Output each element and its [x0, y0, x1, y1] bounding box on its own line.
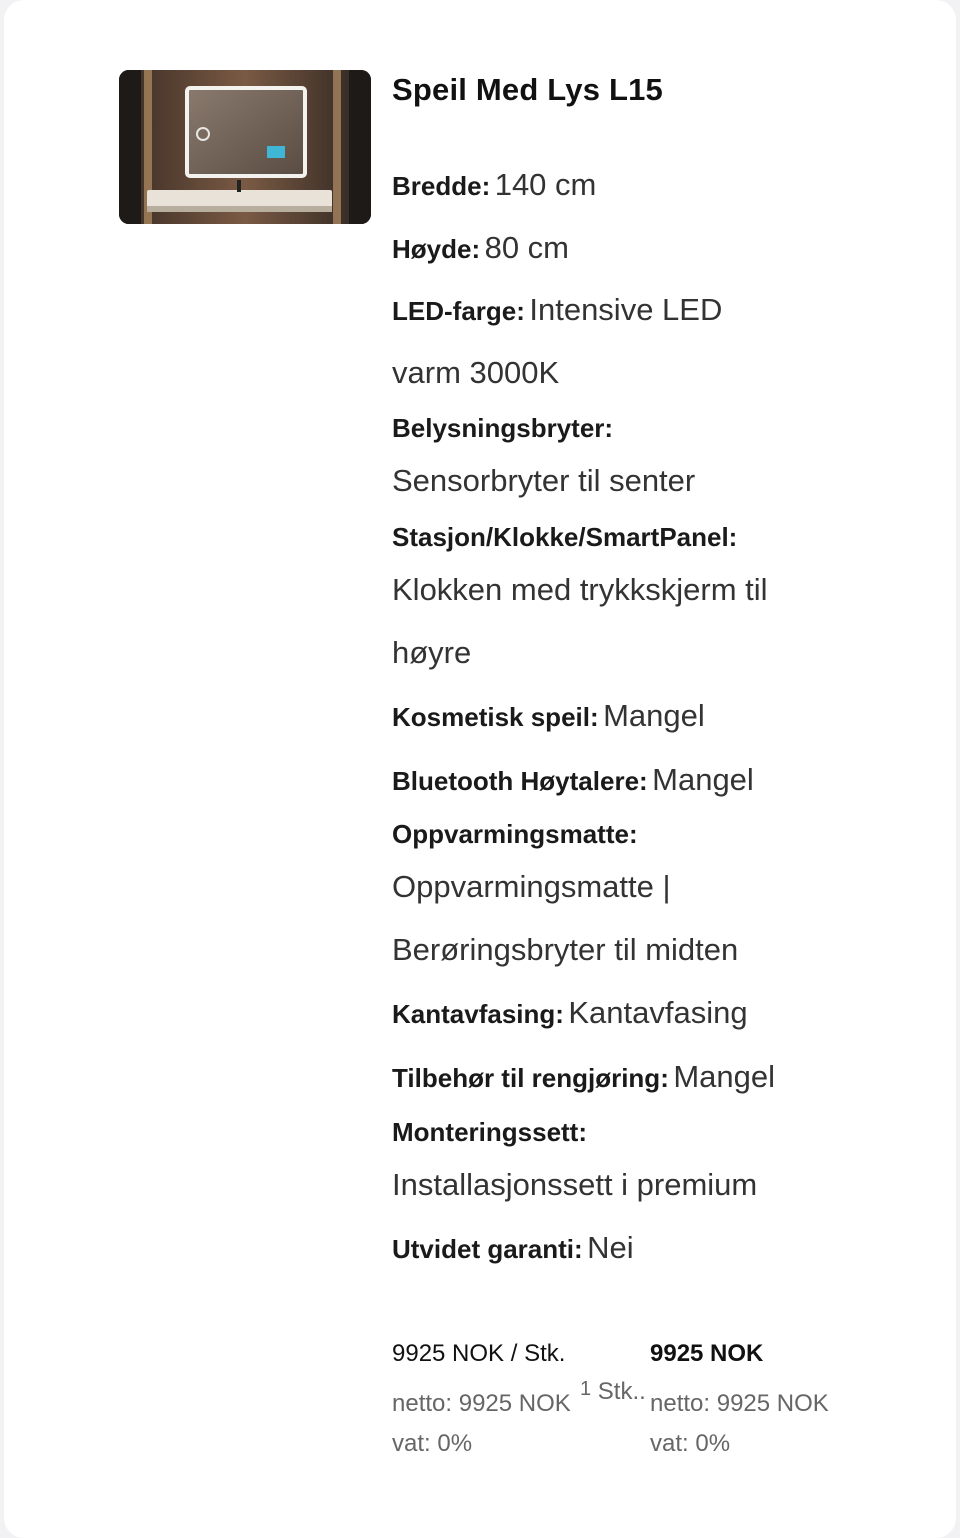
- spec-value: Oppvarmingsmatte |: [392, 869, 671, 904]
- spec-label: Bluetooth Høytalere:: [392, 766, 648, 796]
- mirror-image-icon: [119, 70, 371, 224]
- product-image[interactable]: [119, 70, 371, 224]
- spec-label: Utvidet garanti:: [392, 1234, 583, 1264]
- spec-value: Sensorbryter til senter: [392, 463, 696, 498]
- unit-vat: vat: 0%: [392, 1430, 473, 1457]
- spec-row-cleaning: [392, 1059, 775, 1095]
- total-netto: netto: 9925 NOK: [650, 1390, 829, 1417]
- spec-row-heating-value: [392, 869, 671, 905]
- quantity-unit: Stk..: [597, 1378, 646, 1405]
- spec-value-cont: varm 3000K: [392, 355, 560, 390]
- spec-row-light-switch-label: [392, 413, 613, 444]
- quantity: [580, 1378, 646, 1406]
- spec-label: Belysningsbryter:: [392, 413, 614, 443]
- spec-value: Mangel: [652, 762, 754, 797]
- product-title[interactable]: Speil Med Lys L15: [392, 72, 664, 107]
- spec-row-station-label: [392, 522, 737, 553]
- spec-row-heating-value-cont: [392, 932, 738, 968]
- spec-row-station-value-cont: [392, 635, 471, 671]
- total-price: 9925 NOK: [650, 1340, 764, 1367]
- spec-value: 80 cm: [484, 230, 569, 265]
- spec-value: Nei: [587, 1230, 634, 1265]
- unit-netto: netto: 9925 NOK: [392, 1390, 571, 1417]
- spec-row-height: [392, 230, 569, 266]
- spec-label: Kosmetisk speil:: [392, 702, 599, 732]
- spec-row-light-switch-value: [392, 463, 695, 499]
- spec-row-station-value: [392, 572, 768, 608]
- spec-value-cont: høyre: [392, 635, 472, 670]
- spec-label: Høyde:: [392, 234, 481, 264]
- spec-value: Installasjonssett i premium: [392, 1167, 758, 1202]
- spec-row-heating-label: [392, 819, 638, 850]
- spec-value: 140 cm: [494, 167, 597, 202]
- unit-price: 9925 NOK / Stk.: [392, 1340, 566, 1367]
- spec-row-width: [392, 167, 596, 203]
- spec-row-warranty: [392, 1230, 634, 1266]
- spec-label: Bredde:: [392, 171, 491, 201]
- spec-value: Mangel: [603, 698, 705, 733]
- spec-row-mounting-label: [392, 1117, 587, 1148]
- spec-row-led-color: [392, 292, 722, 328]
- spec-row-cosmetic-mirror: [392, 698, 705, 734]
- spec-row-bluetooth: [392, 762, 754, 798]
- quantity-number: 1: [580, 1378, 592, 1400]
- spec-label: Oppvarmingsmatte:: [392, 819, 638, 849]
- spec-row-led-color-cont: [392, 355, 559, 391]
- spec-label: Kantavfasing:: [392, 999, 564, 1029]
- spec-label: LED-farge:: [392, 296, 525, 326]
- spec-value: Klokken med trykkskjerm til: [392, 572, 768, 607]
- spec-value: Kantavfasing: [568, 995, 748, 1030]
- spec-value-cont: Berøringsbryter til midten: [392, 932, 739, 967]
- spec-value: Intensive LED: [529, 292, 723, 327]
- spec-row-mounting-value: [392, 1167, 757, 1203]
- spec-value: Mangel: [673, 1059, 775, 1094]
- spec-row-bevel: [392, 995, 748, 1031]
- spec-label: Monteringssett:: [392, 1117, 587, 1147]
- spec-label: Tilbehør til rengjøring:: [392, 1063, 669, 1093]
- spec-label: Stasjon/Klokke/SmartPanel:: [392, 522, 738, 552]
- total-vat: vat: 0%: [650, 1430, 731, 1457]
